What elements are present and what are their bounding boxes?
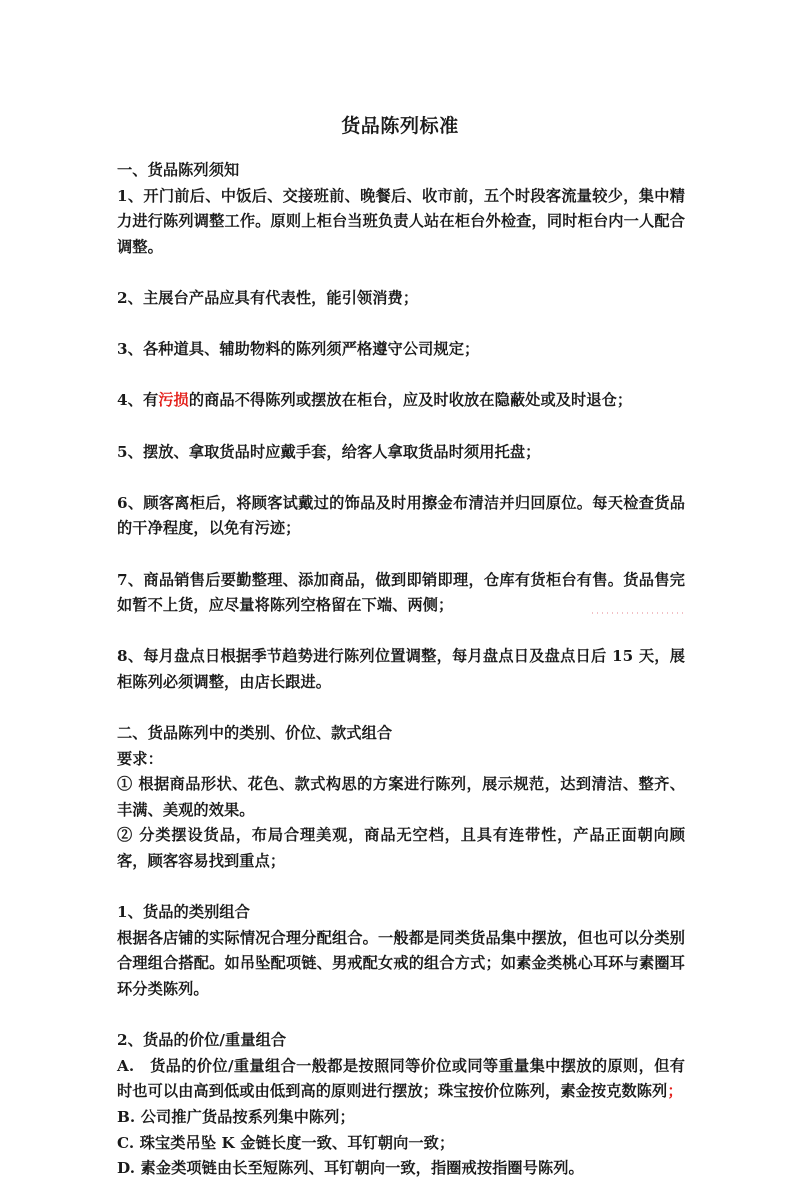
notice-item-5: 5、摆放、拿取货品时应戴手套，给客人拿取货品时须用托盘； [117, 442, 541, 461]
subsection-2-heading: 2、货品的价位/重量组合 [117, 1031, 287, 1050]
requirement-item-2: ② 分类摆设货品，布局合理美观，商品无空档，且具有连带性，产品正面朝向顾客，顾客容易找到重点； [117, 826, 685, 871]
subsection-2-item-a [117, 1054, 685, 1105]
paragraph-spacer [117, 619, 685, 645]
subsection-1-body: 根据各店铺的实际情况合理分配组合。一般都是同类货品集中摆放，但也可以分类别合理组合搭配。如吊坠配项链、男戒配女戒的组合方式；如素金类桃心耳环与素圈耳环分类陈列。 [117, 928, 685, 998]
page-title: 货品陈列标准 [341, 114, 459, 137]
subsection-2-item-b: B. 公司推广货品按系列集中陈列； [117, 1107, 355, 1126]
notice-item-4-prefix: 4、有 [117, 391, 159, 410]
paragraph-spacer [117, 465, 685, 491]
section-two-heading: 二、货品陈列中的类别、价位、款式组合 [117, 724, 393, 743]
subsection-2-item-a-red-mark: ； [667, 1082, 683, 1101]
notice-item-2: 2、主展台产品应具有代表性，能引领消费； [117, 288, 419, 307]
section-one-heading: 一、货品陈列须知 [117, 161, 240, 179]
paragraph-spacer [117, 312, 685, 338]
subsection-2-item-a-text: A. 货品的价位/重量组合一般都是按照同等价位或同等重量集中摆放的原则，但有时也可以由高到低或由低到高的原则进行摆放；珠宝按价位陈列，素金按克数陈列 [117, 1056, 685, 1101]
notice-item-3: 3、各种道具、辅助物料的陈列须严格遵守公司规定； [117, 340, 480, 359]
paragraph-spacer [117, 363, 685, 389]
paragraph-spacer [117, 414, 685, 440]
notice-item-8: 8、每月盘点日根据季节趋势进行陈列位置调整，每月盘点日及盘点日后 15 天，展柜陈列必须调整，由店长跟进。 [117, 647, 685, 691]
document-body [117, 158, 685, 1182]
notice-item-6: 6、顾客离柜后，将顾客试戴过的饰品及时用擦金布清洁并归回原位。每天检查货品的干净程度，以免有污迹； [117, 493, 685, 538]
notice-item-1: 1、开门前后、中饭后、交接班前、晚餐后、收市前，五个时段客流量较少，集中精力进行陈列调整工作。原则上柜台当班负责人站在柜台外检查，同时柜台内一人配合调整。 [117, 186, 685, 256]
paragraph-spacer [117, 875, 685, 901]
paragraph-spacer [117, 542, 685, 568]
paragraph-spacer [117, 695, 685, 721]
paragraph-spacer [117, 260, 685, 286]
notice-item-4-suffix: 的商品不得陈列或摆放在柜台，应及时收放在隐蔽处或及时退仓； [188, 391, 633, 410]
subsection-2-item-d: D. 素金类项链由长至短陈列、耳钉朝向一致，指圈戒按指圈号陈列。 [117, 1159, 584, 1178]
subsection-2-item-c: C. 珠宝类吊坠 K 金链长度一致、耳钉朝向一致； [117, 1133, 455, 1152]
requirement-label: 要求： [117, 749, 163, 768]
notice-item-4 [117, 388, 685, 414]
subsection-1-heading: 1、货品的类别组合 [117, 903, 250, 922]
notice-item-4-highlight: 污损 [158, 391, 189, 410]
paragraph-spacer [117, 1003, 685, 1029]
requirement-item-1: ① 根据商品形状、花色、款式构思的方案进行陈列，展示规范，达到清洁、整齐、丰满、美观的效果。 [117, 775, 685, 819]
notice-item-7: 7、商品销售后要勤整理、添加商品，做到即销即理，仓库有货柜台有售。货品售完如暂不上货，应尽量将陈列空格留在下端、两侧； [117, 570, 685, 615]
